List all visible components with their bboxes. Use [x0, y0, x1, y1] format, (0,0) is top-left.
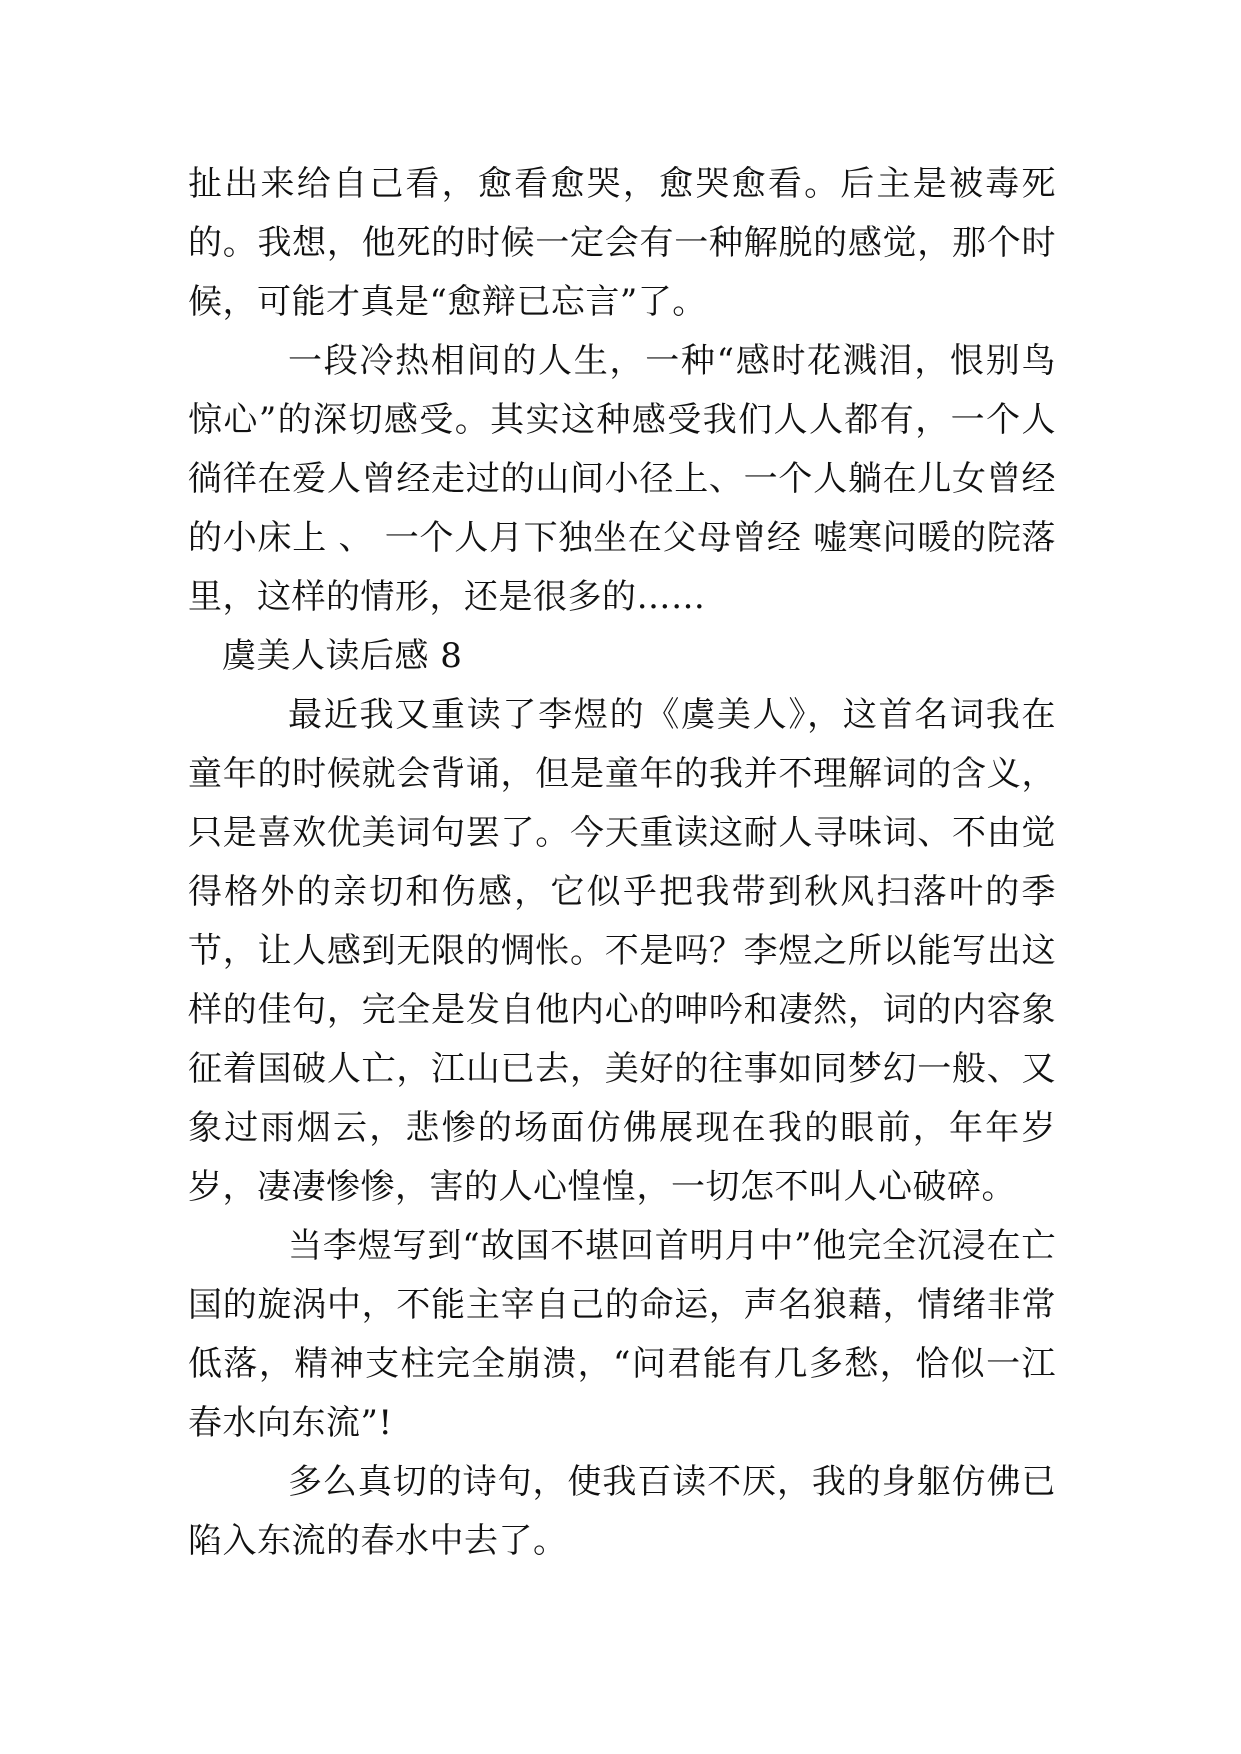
paragraph-5: 多么真切的诗句，使我百读不厌，我的身躯仿佛已陷入东流的春水中去了。 — [188, 1462, 1056, 1561]
paragraph-4: 当李煜写到“故国不堪回首明月中”他完全沉浸在亡国的旋涡中，不能主宰自己的命运，声名狼藉，情绪非常低落，精神支柱完全崩溃，“问君能有几多愁，恰似一江春水向东流”! — [188, 1226, 1056, 1443]
document-page — [188, 155, 1056, 1571]
section-heading: 虞美人读后感 8 — [222, 636, 463, 676]
paragraph-3: 最近我又重读了李煜的《虞美人》，这首名词我在童年的时候就会背诵，但是童年的我并不理解词的含义，只是喜欢优美词句罢了。今天重读这耐人寻味词、不由觉得格外的亲切和伤感，它似乎把我带到秋风扫落叶的季节，让人感到无限的惆怅。不是吗？李煜之所以能写出这样的佳句，完全是发自他内心的呻吟和凄然，词的内容象征着国破人亡，江山已去，美好的往事如同梦幻一般、又象过雨烟云，悲惨的场面仿佛展现在我的眼前，年年岁岁，凄凄惨惨，害的人心惶惶，一切怎不叫人心破碎。 — [188, 695, 1056, 1207]
paragraph-2: 一段冷热相间的人生，一种“感时花溅泪，恨别鸟惊心”的深切感受。其实这种感受我们人人都有，一个人徜徉在爱人曾经走过的山间小径上、一个人躺在儿女曾经的小床上 、 一个人月下独坐在父母曾经 嘘寒问暖的院落里，这样的情形，还是很多的…… — [188, 341, 1056, 617]
paragraph-1: 扯出来给自己看，愈看愈哭，愈哭愈看。后主是被毒死的。我想，他死的时候一定会有一种解脱的感觉，那个时候，可能才真是“愈辩已忘言”了。 — [188, 164, 1056, 322]
